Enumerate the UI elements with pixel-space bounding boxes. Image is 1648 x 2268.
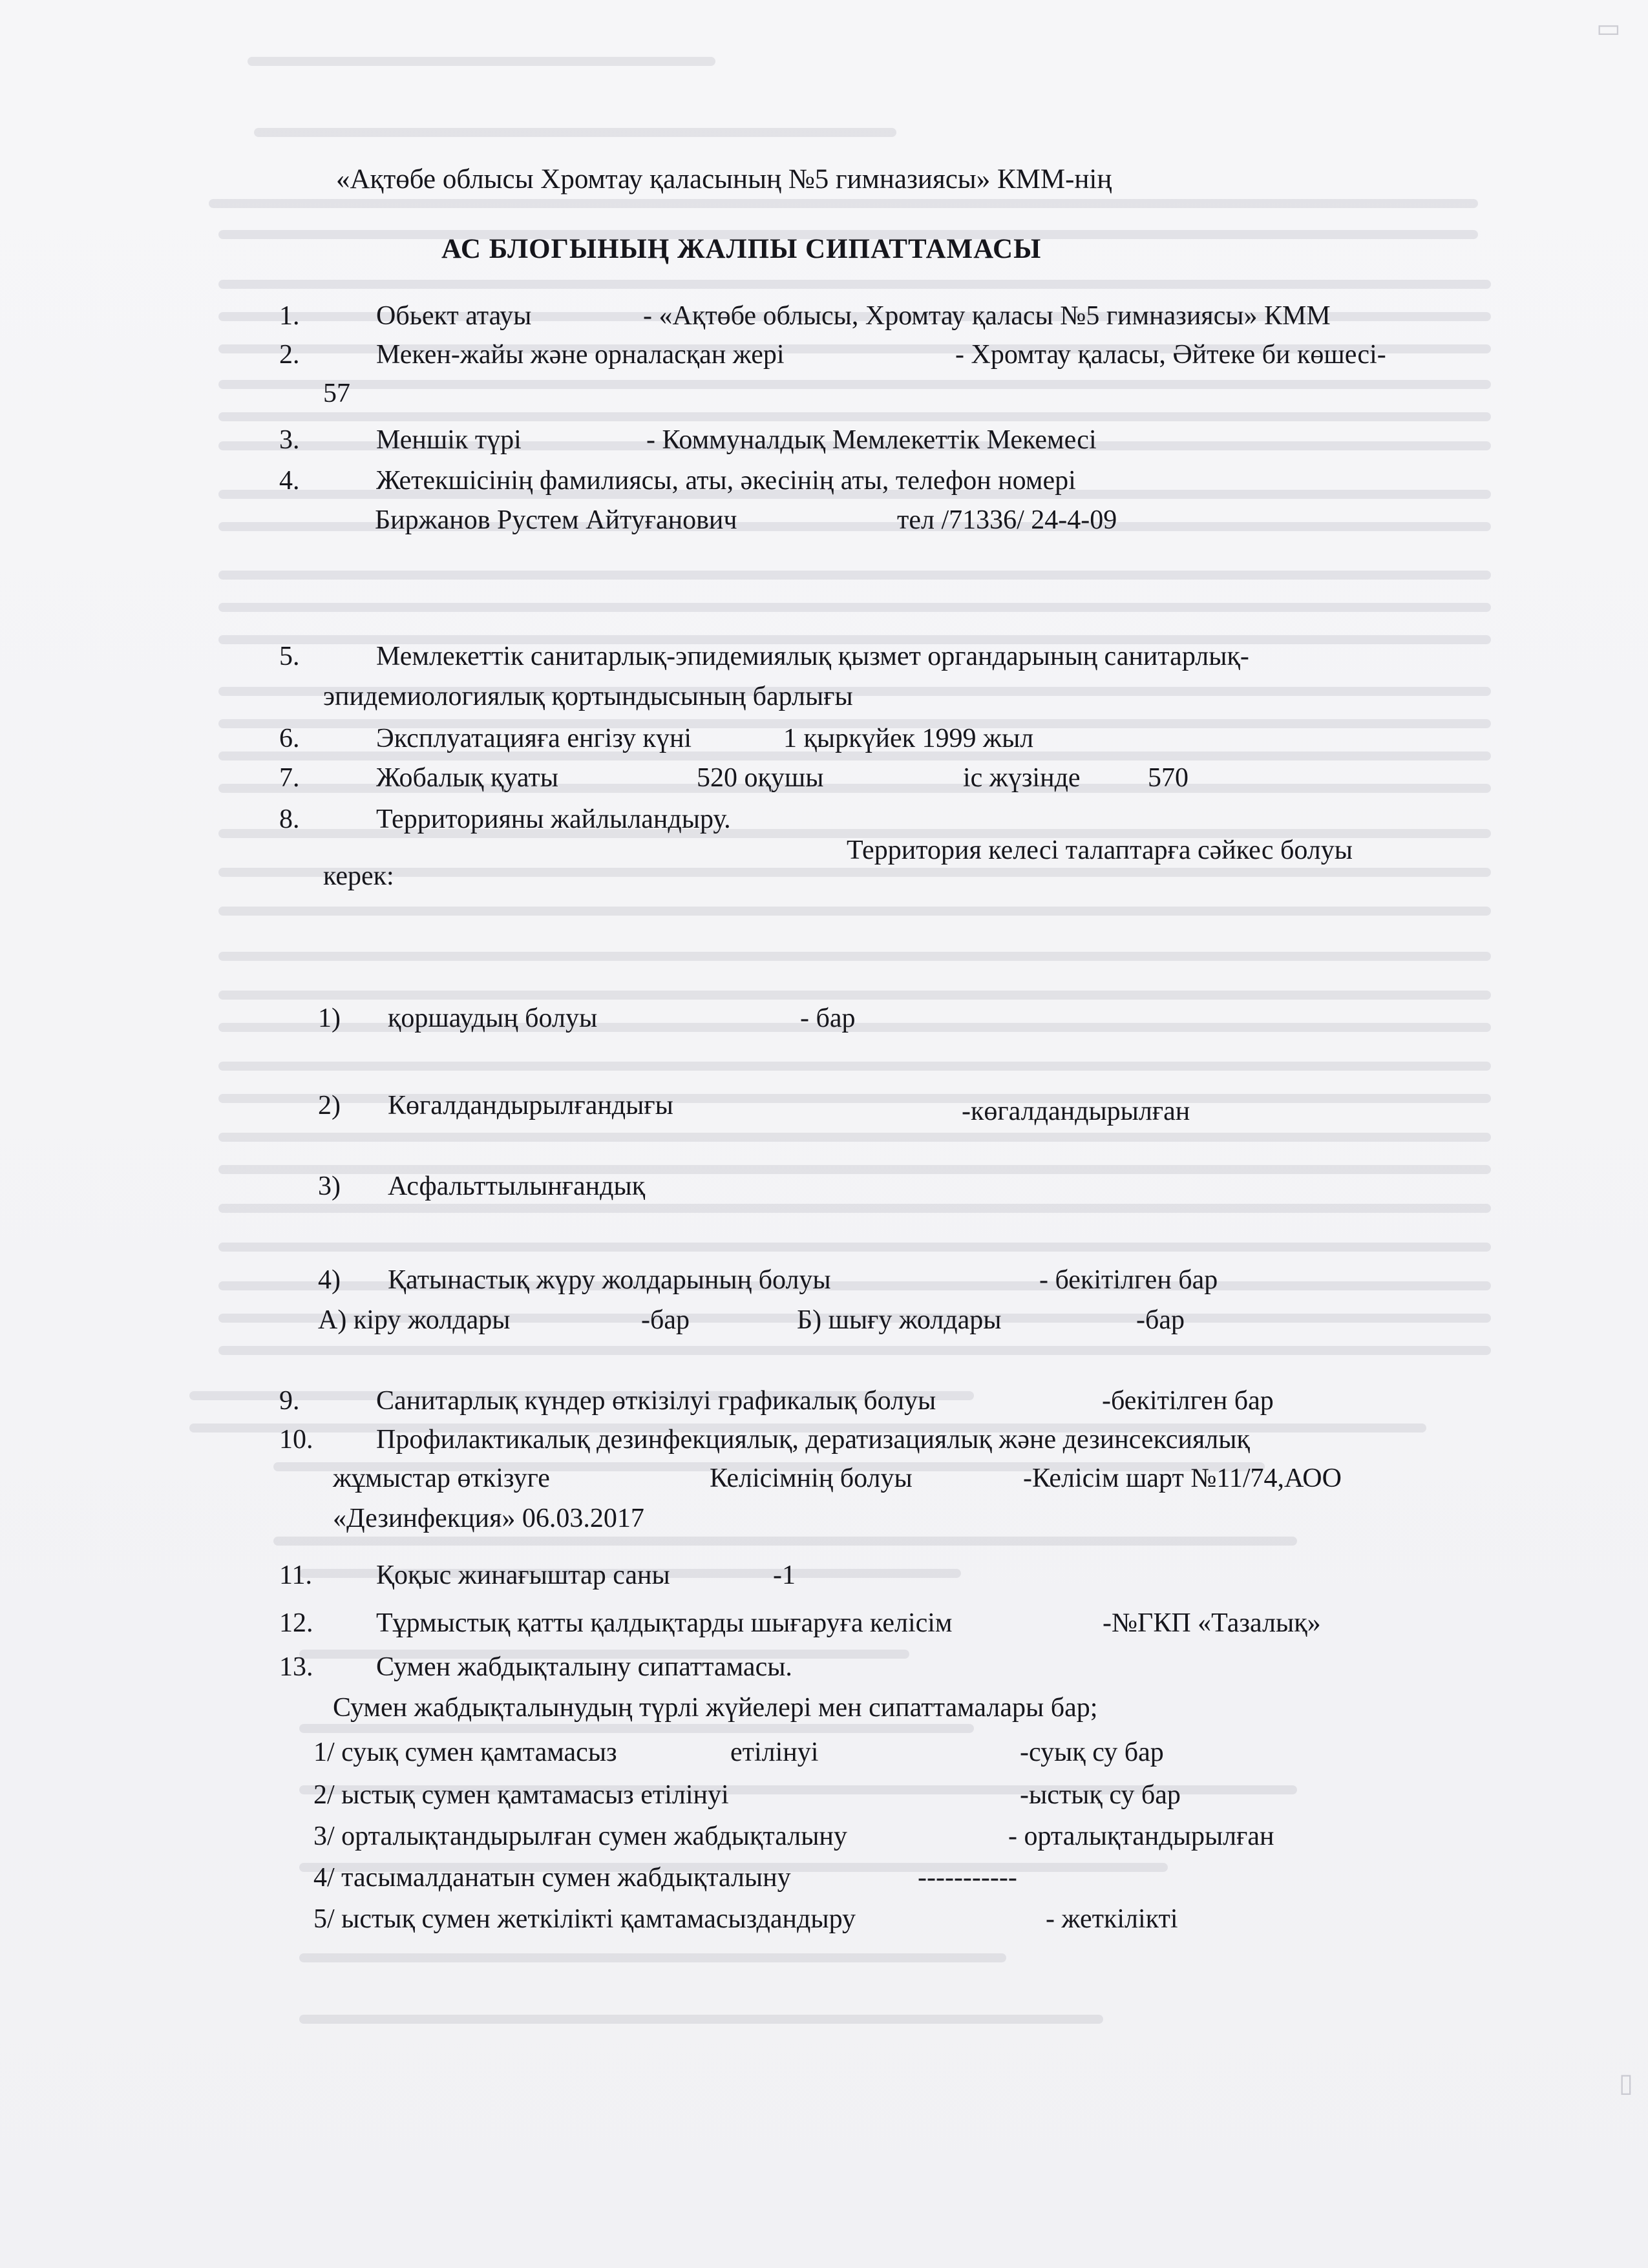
- item-label: Мекен-жайы және орналасқан жері: [376, 340, 785, 370]
- item-6: [279, 722, 692, 755]
- document-header: «Ақтөбе облысы Хромтау қаласының №5 гимназиясы» КММ-нің: [336, 164, 1112, 194]
- item-number: 4.: [279, 466, 300, 496]
- item-label: қоршаудың болуы: [388, 1003, 598, 1033]
- item-number: 2.: [279, 340, 300, 370]
- item-12-value: -№ГКП «Тазалық»: [1103, 1608, 1321, 1638]
- subitem-2: [318, 1089, 673, 1122]
- item-number: 7.: [279, 763, 300, 793]
- item-label: Мемлекеттік санитарлық-эпидемиялық қызмет органдарының санитарлық-: [376, 642, 1249, 671]
- item-number: 1.: [279, 301, 300, 331]
- item-number: 8.: [279, 804, 300, 834]
- item-label: Қатынастық жүру жолдарының болуы: [388, 1265, 831, 1295]
- water-2-label: 2/ ыстық сумен қамтамасыз етілінуі: [313, 1780, 729, 1810]
- item-1: [279, 299, 531, 333]
- item-4-phone: тел /71336/ 24-4-09: [897, 505, 1117, 535]
- item-3: [279, 423, 522, 457]
- item-label: Профилактикалық дезинфекциялық, дератизациялық және дезинсексиялық: [376, 1425, 1250, 1454]
- item-number: 1): [318, 1003, 341, 1033]
- item-label: Территорияны жайлыландыру.: [376, 804, 731, 834]
- item-label: Тұрмыстық қатты қалдықтарды шығаруға келісім: [376, 1608, 953, 1638]
- item-number: 11.: [279, 1560, 312, 1590]
- item-9: [279, 1384, 936, 1418]
- item-label: Көгалдандырылғандығы: [388, 1091, 673, 1120]
- subitem-3: [318, 1170, 645, 1203]
- subitem-1-value: - бар: [800, 1003, 856, 1033]
- item-label: Сумен жабдықталыну сипаттамасы.: [376, 1652, 792, 1682]
- item-10: [279, 1423, 1250, 1456]
- subitem-4: [318, 1263, 831, 1297]
- item-7-value: 520 оқушы: [697, 763, 824, 793]
- item-label: Санитарлық күндер өткізілуі графикалық болуы: [376, 1386, 936, 1416]
- item-5-continuation: эпидемиологиялық қортындысының барлығы: [323, 682, 853, 711]
- item-8-value: Территория келесі талаптарға сәйкес болуы: [847, 835, 1353, 865]
- item-11-value: -1: [773, 1560, 796, 1590]
- item-label: Қоқыс жинағыштар саны: [376, 1560, 670, 1590]
- item-number: 3): [318, 1171, 341, 1201]
- water-1-label: 1/ суық сумен қамтамасыз: [313, 1738, 617, 1767]
- item-10-continuation-b: Келісімнің болуы: [710, 1464, 913, 1493]
- item-number: 13.: [279, 1652, 313, 1682]
- item-number: 2): [318, 1091, 341, 1120]
- item-9-value: -бекітілген бар: [1102, 1386, 1274, 1416]
- item-10-continuation-2: «Дезинфекция» 06.03.2017: [333, 1504, 644, 1533]
- item-number: 4): [318, 1265, 341, 1295]
- item-10-continuation-a: жұмыстар өткізуге: [333, 1464, 550, 1493]
- item-number: 6.: [279, 724, 300, 753]
- item-4: [279, 464, 1076, 498]
- water-1-value: -суық су бар: [1020, 1738, 1164, 1767]
- water-2-value: -ыстық су бар: [1020, 1780, 1181, 1810]
- item-label: Обьект атауы: [376, 301, 532, 331]
- item-label: Жетекшісінің фамилиясы, аты, әкесінің аты, телефон номері: [376, 466, 1076, 496]
- item-1-value: - «Ақтөбе облысы, Хромтау қаласы №5 гимназиясы» КММ: [643, 301, 1331, 331]
- item-label: Меншік түрі: [376, 425, 522, 455]
- item-7-actual: 570: [1148, 763, 1188, 793]
- item-number: 3.: [279, 425, 300, 455]
- item-6-value: 1 қыркүйек 1999 жыл: [783, 724, 1034, 753]
- subitem-b-label: Б) шығу жолдары: [797, 1305, 1002, 1335]
- subitem-a-value: -бар: [641, 1305, 690, 1335]
- item-5: [279, 640, 1249, 673]
- item-13-continuation: Сумен жабдықталынудың түрлі жүйелері мен сипаттамалары бар;: [333, 1693, 1098, 1723]
- subitem-4-value: - бекітілген бар: [1039, 1265, 1218, 1295]
- item-2-value: - Хромтау қаласы, Әйтеке би көшесі-: [955, 340, 1386, 370]
- item-8-continuation: керек:: [323, 861, 394, 891]
- item-7: [279, 761, 558, 795]
- water-4-label: 4/ тасымалданатын сумен жабдықталыну: [313, 1863, 791, 1893]
- water-3-value: - орталықтандырылған: [1008, 1822, 1274, 1851]
- subitem-2-value: -көгалдандырылған: [962, 1097, 1190, 1126]
- item-label: Эксплуатацияға енгізу күні: [376, 724, 692, 753]
- subitem-a-label: А) кіру жолдары: [318, 1305, 511, 1335]
- item-2-continuation: 57: [323, 379, 350, 408]
- item-4-name: Биржанов Рустем Айтуғанович: [375, 505, 737, 535]
- item-number: 10.: [279, 1425, 313, 1454]
- item-10-continuation-c: -Келісім шарт №11/74,АОО: [1023, 1464, 1342, 1493]
- item-label: Жобалық қуаты: [376, 763, 558, 793]
- item-13: [279, 1650, 792, 1684]
- item-number: 5.: [279, 642, 300, 671]
- subitem-1: [318, 1002, 597, 1035]
- water-3-label: 3/ орталықтандырылған сумен жабдықталыну: [313, 1822, 847, 1851]
- item-number: 9.: [279, 1386, 300, 1416]
- item-7-actual-label: іс жүзінде: [963, 763, 1081, 793]
- item-12: [279, 1606, 953, 1640]
- item-3-value: - Коммуналдық Мемлекеттік Мекемесі: [646, 425, 1097, 455]
- item-2: [279, 338, 785, 372]
- item-8: [279, 803, 731, 836]
- item-number: 12.: [279, 1608, 313, 1638]
- item-label: Асфальттылынғандық: [388, 1171, 646, 1201]
- document-title: АС БЛОГЫНЫҢ ЖАЛПЫ СИПАТТАМАСЫ: [441, 234, 1042, 264]
- water-1-mid: етілінуі: [730, 1738, 819, 1767]
- water-5-value: - жеткілікті: [1046, 1904, 1178, 1934]
- water-4-value: -----------: [918, 1863, 1017, 1893]
- scan-mark: ▯: [1619, 2068, 1634, 2097]
- water-5-label: 5/ ыстық сумен жеткілікті қамтамасыздандыру: [313, 1904, 856, 1934]
- scan-mark: ▭: [1596, 14, 1621, 43]
- subitem-b-value: -бар: [1136, 1305, 1185, 1335]
- item-11: [279, 1559, 670, 1592]
